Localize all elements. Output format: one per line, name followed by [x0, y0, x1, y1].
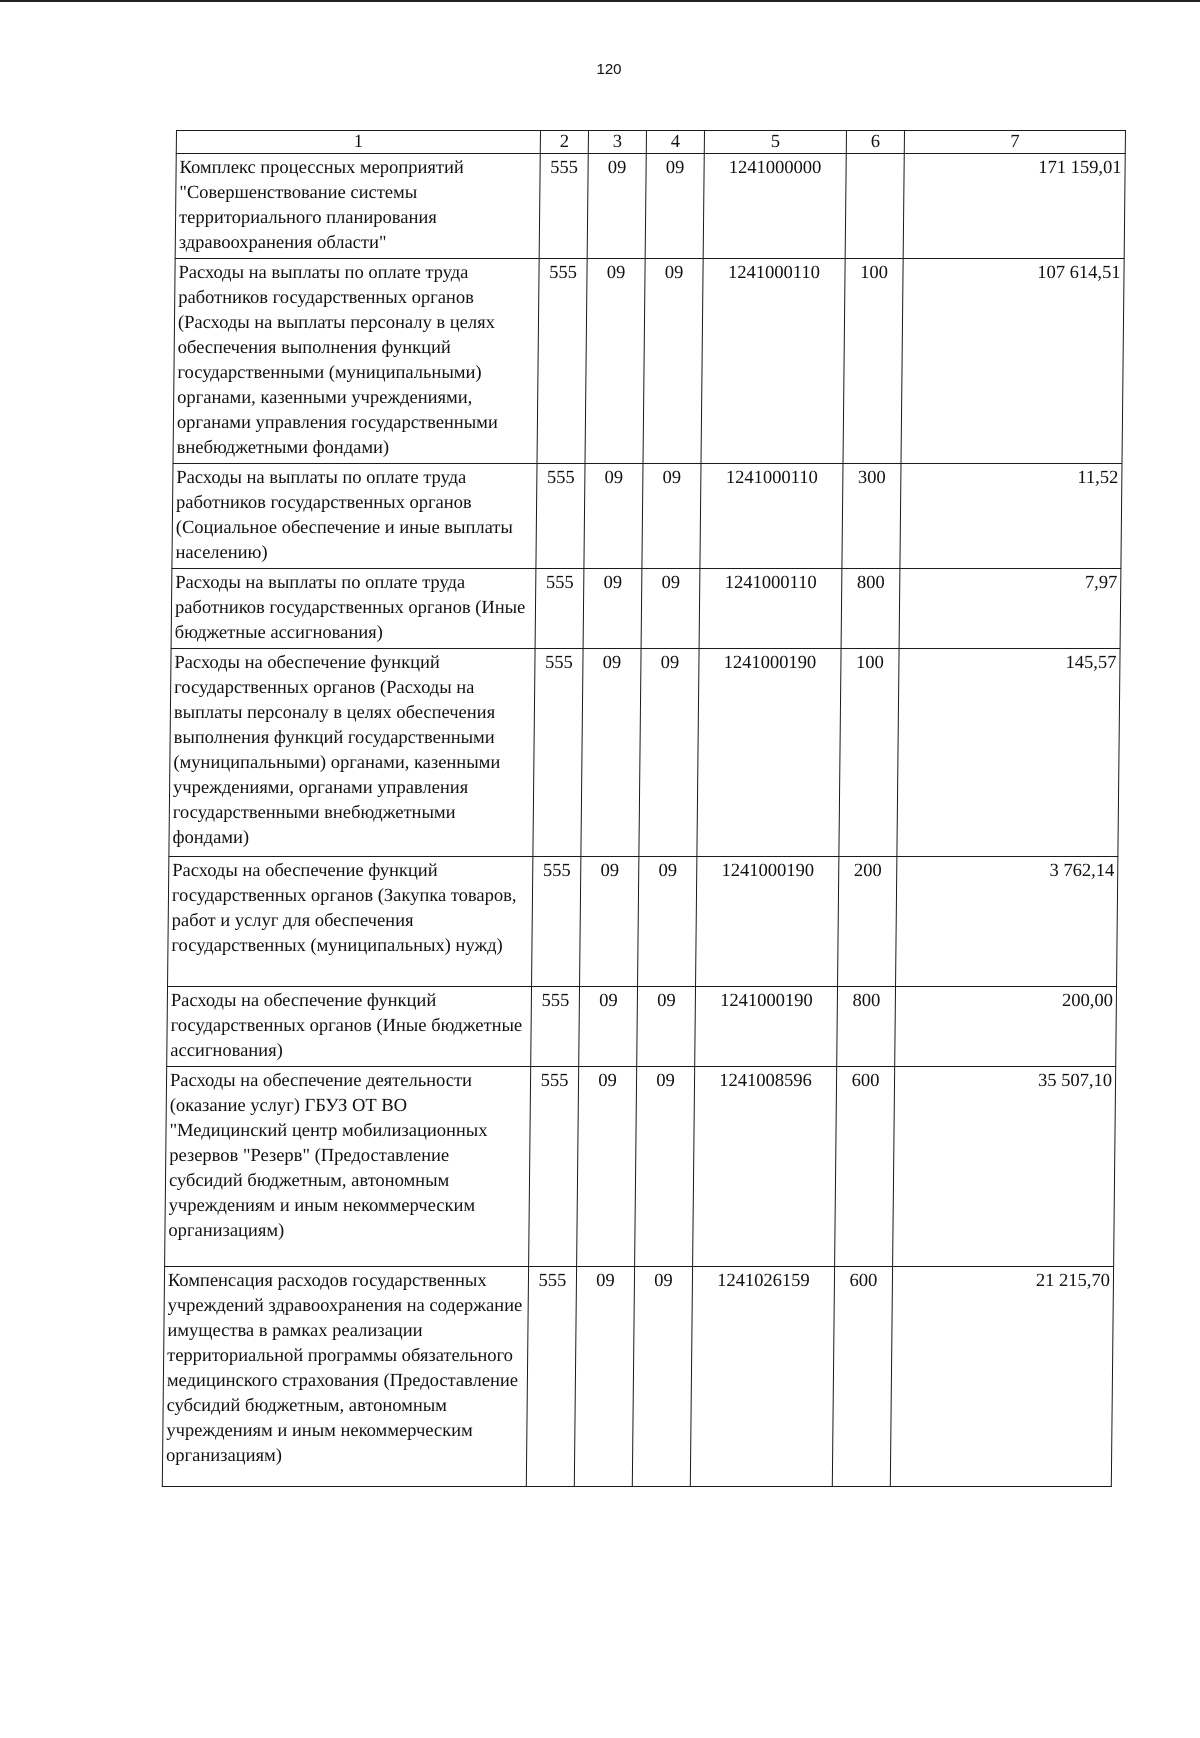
amount-cell: 3 762,14 [896, 857, 1118, 987]
target-article-cell: 1241000110 [701, 259, 845, 464]
expense-name-cell: Расходы на выплаты по оплате труда работников государственных органов (Иные бюджетные ассигнования) [171, 569, 536, 649]
table-row [162, 1267, 1113, 1487]
column-header: 3 [588, 131, 646, 154]
expense-type-cell [845, 154, 904, 259]
ministry-code-cell: 555 [529, 1067, 579, 1267]
amount-cell: 200,00 [895, 987, 1117, 1067]
ministry-code-cell: 555 [532, 857, 581, 987]
table-header-row [176, 131, 1125, 154]
subsection-code-cell: 09 [638, 857, 697, 987]
ministry-code-cell: 555 [536, 464, 585, 569]
amount-cell: 21 215,70 [890, 1267, 1113, 1487]
table-row [171, 569, 1121, 649]
expense-name-cell: Расходы на выплаты по оплате труда работников государственных органов (Расходы на выплаты персоналу в целях обеспечения выполнения функций государственными (муниципальными) органами, казенными учреждениями, органами управления государственными внебюджетными фондами) [173, 259, 539, 464]
column-header: 2 [540, 131, 588, 154]
column-header: 1 [176, 131, 540, 154]
subsection-code-cell: 09 [639, 649, 699, 857]
section-code-cell: 09 [585, 259, 645, 464]
target-article-cell: 1241000190 [695, 987, 838, 1067]
table-row [169, 649, 1120, 857]
section-code-cell: 09 [587, 154, 646, 259]
amount-cell: 107 614,51 [901, 259, 1124, 464]
ministry-code-cell: 555 [531, 987, 580, 1067]
column-header: 4 [646, 131, 704, 154]
target-article-cell: 1241008596 [693, 1067, 837, 1267]
expense-name-cell: Комплекс процессных мероприятий "Совершенствование системы территориального планирования здравоохранения области" [175, 154, 540, 259]
section-code-cell: 09 [583, 569, 642, 649]
column-header: 5 [704, 131, 846, 154]
table-row [172, 464, 1122, 569]
target-article-cell: 1241026159 [690, 1267, 834, 1487]
section-code-cell: 09 [577, 1067, 637, 1267]
expense-type-cell: 200 [838, 857, 897, 987]
expense-name-cell: Компенсация расходов государственных учреждений здравоохранения на содержание имущества в рамках реализации территориальной программы обязательного медицинского страхования (Предоставление субсидий бюджетным, автономным учреждениям и иным некоммерческим организациям) [162, 1267, 528, 1487]
column-header: 6 [846, 131, 904, 154]
column-header: 7 [904, 131, 1125, 154]
expense-name-cell: Расходы на обеспечение функций государственных органов (Иные бюджетные ассигнования) [167, 987, 532, 1067]
amount-cell: 145,57 [897, 649, 1120, 857]
top-rule [0, 0, 1200, 2]
expense-name-cell: Расходы на обеспечение функций государственных органов (Закупка товаров, работ и услуг для обеспечения государственных (муниципальных) нужд) [168, 857, 533, 987]
section-code-cell: 09 [574, 1267, 634, 1487]
section-code-cell: 09 [579, 987, 638, 1067]
expense-name-cell: Расходы на обеспечение деятельности (оказание услуг) ГБУЗ ОТ ВО "Медицинский центр мобилизационных резервов "Резерв" (Предоставление субсидий бюджетным, автономным учреждениям и иным некоммерческим организациям) [165, 1067, 531, 1267]
target-article-cell: 1241000000 [703, 154, 846, 259]
subsection-code-cell: 09 [643, 259, 703, 464]
target-article-cell: 1241000110 [699, 569, 842, 649]
target-article-cell: 1241000110 [700, 464, 843, 569]
subsection-code-cell: 09 [637, 987, 696, 1067]
amount-cell: 171 159,01 [903, 154, 1125, 259]
table-row [173, 259, 1124, 464]
ministry-code-cell: 555 [539, 154, 588, 259]
ministry-code-cell: 555 [537, 259, 587, 464]
subsection-code-cell: 09 [645, 154, 704, 259]
table-body [162, 131, 1125, 1487]
table-row [175, 154, 1125, 259]
table-row [165, 1067, 1116, 1267]
subsection-code-cell: 09 [642, 464, 701, 569]
amount-cell: 7,97 [899, 569, 1121, 649]
ministry-code-cell: 555 [533, 649, 583, 857]
expense-type-cell: 300 [842, 464, 901, 569]
expense-name-cell: Расходы на обеспечение функций государственных органов (Расходы на выплаты персоналу в целях обеспечения выполнения функций государственными (муниципальными) органами, казенными учреждениями, органами управления государственными внебюджетными фондами) [169, 649, 535, 857]
expense-name-cell: Расходы на выплаты по оплате труда работников государственных органов (Социальное обеспечение и иные выплаты населению) [172, 464, 537, 569]
expense-type-cell: 100 [843, 259, 903, 464]
page-number: 120 [596, 61, 622, 78]
subsection-code-cell: 09 [641, 569, 700, 649]
subsection-code-cell: 09 [635, 1067, 695, 1267]
section-code-cell: 09 [581, 649, 641, 857]
section-code-cell: 09 [580, 857, 639, 987]
expense-type-cell: 800 [841, 569, 900, 649]
expense-type-cell: 100 [839, 649, 899, 857]
section-code-cell: 09 [584, 464, 643, 569]
amount-cell: 11,52 [900, 464, 1122, 569]
ministry-code-cell: 555 [535, 569, 584, 649]
table-row [167, 987, 1117, 1067]
amount-cell: 35 507,10 [893, 1067, 1116, 1267]
target-article-cell: 1241000190 [696, 857, 839, 987]
budget-table [162, 130, 1126, 1487]
expense-type-cell: 600 [832, 1267, 892, 1487]
target-article-cell: 1241000190 [697, 649, 841, 857]
expense-type-cell: 600 [835, 1067, 895, 1267]
expense-type-cell: 800 [837, 987, 896, 1067]
table-row [168, 857, 1118, 987]
ministry-code-cell: 555 [526, 1267, 576, 1487]
subsection-code-cell: 09 [632, 1267, 692, 1487]
